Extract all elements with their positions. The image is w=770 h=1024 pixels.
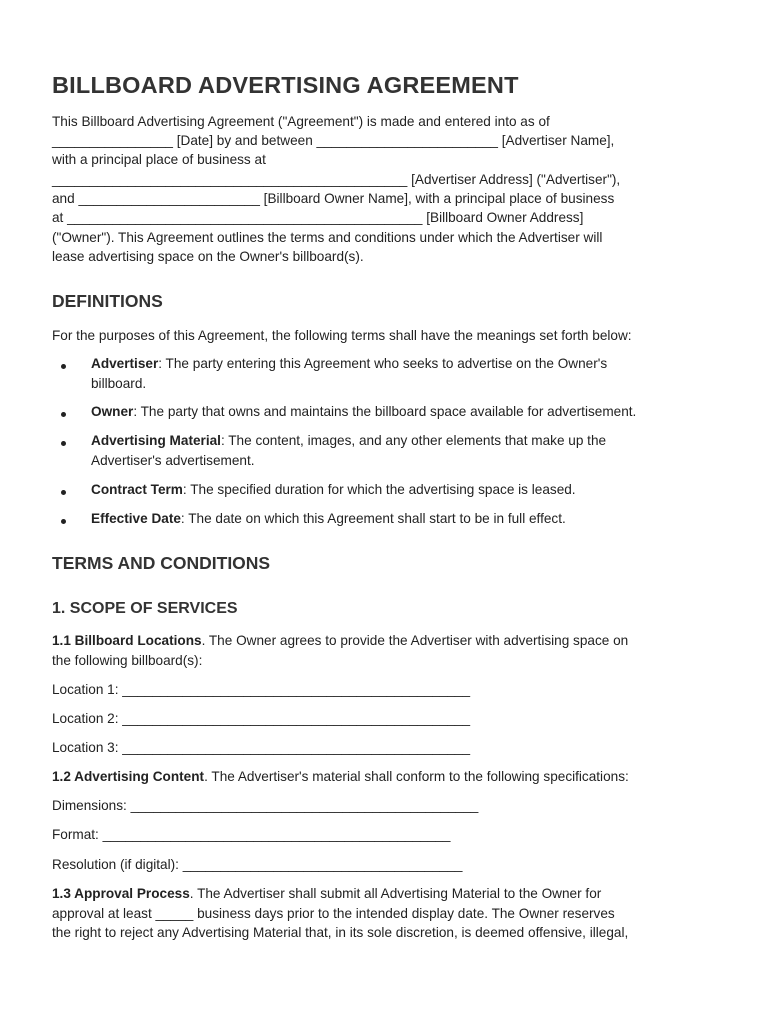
intro-line-7: ("Owner"). This Agreement outlines the terms and conditions under which the Advertiser will — [52, 230, 603, 245]
definitions-heading: DEFINITIONS — [52, 291, 163, 311]
intro-line-2: ________________ [Date] by and between ________________________ [Advertiser Name], — [52, 133, 615, 148]
intro-line-1: This Billboard Advertising Agreement ("Agreement") is made and entered into as of — [52, 114, 550, 129]
intro-line-8: lease advertising space on the Owner's billboard(s). — [52, 249, 364, 264]
clause-1-1 — [52, 631, 628, 651]
definition-owner — [91, 402, 636, 422]
bullet-dot — [61, 412, 66, 417]
definition-effective-date — [91, 509, 566, 529]
definition-term: Effective Date — [91, 511, 181, 526]
definition-advertiser — [91, 354, 607, 374]
clause-1-3-line-2: approval at least _____ business days prior to the intended display date. The Owner reserves — [52, 906, 615, 921]
definition-advertiser-cont: billboard. — [91, 376, 147, 391]
document-title: BILLBOARD ADVERTISING AGREEMENT — [52, 72, 519, 98]
definition-text: : The specified duration for which the advertising space is leased. — [182, 482, 576, 497]
terms-heading: TERMS AND CONDITIONS — [52, 553, 271, 573]
clause-label: 1.2 Advertising Content — [52, 769, 205, 784]
definition-term: Contract Term — [91, 482, 183, 497]
resolution-field: Resolution (if digital): _____________________________________ — [52, 857, 463, 872]
clause-1-3 — [52, 884, 601, 904]
intro-line-5: and ________________________ [Billboard Owner Name], with a principal place of business — [52, 191, 615, 206]
definition-contract-term — [91, 480, 576, 500]
clause-1-2 — [52, 767, 629, 787]
clause-text: . The Owner agrees to provide the Advertiser with advertising space on — [201, 633, 629, 648]
clause-text: . The Advertiser's material shall conform to the following specifications: — [204, 769, 629, 784]
definition-text: : The party entering this Agreement who seeks to advertise on the Owner's — [158, 356, 608, 371]
bullet-dot — [61, 364, 66, 369]
definition-term: Advertising Material — [91, 433, 221, 448]
format-field: Format: ______________________________________________ — [52, 827, 451, 842]
definition-term: Advertiser — [91, 356, 159, 371]
definition-advertising-material-cont: Advertiser's advertisement. — [91, 453, 255, 468]
location-2-field: Location 2: ______________________________________________ — [52, 711, 471, 726]
dimensions-field: Dimensions: ______________________________________________ — [52, 798, 479, 813]
clause-text: . The Advertiser shall submit all Advertising Material to the Owner for — [189, 886, 602, 901]
clause-1-3-line-3: the right to reject any Advertising Material that, in its sole discretion, is deemed offensive, illegal, — [52, 925, 629, 940]
bullet-dot — [61, 490, 66, 495]
scope-heading: 1. SCOPE OF SERVICES — [52, 600, 238, 617]
clause-label: 1.3 Approval Process — [52, 886, 190, 901]
definition-term: Owner — [91, 404, 134, 419]
definition-text: : The date on which this Agreement shall start to be in full effect. — [180, 511, 566, 526]
bullet-dot — [61, 441, 66, 446]
definition-text: : The party that owns and maintains the billboard space available for advertisement. — [133, 404, 637, 419]
intro-line-6: at _______________________________________________ [Billboard Owner Address] — [52, 210, 584, 225]
clause-1-1-cont: the following billboard(s): — [52, 653, 203, 668]
bullet-dot — [61, 519, 66, 524]
definition-advertising-material — [91, 431, 606, 451]
definitions-lead: For the purposes of this Agreement, the following terms shall have the meanings set forth below: — [52, 328, 632, 343]
location-3-field: Location 3: ______________________________________________ — [52, 740, 471, 755]
location-1-field: Location 1: ______________________________________________ — [52, 682, 471, 697]
intro-line-3: with a principal place of business at — [52, 152, 266, 167]
definition-text: : The content, images, and any other elements that make up the — [220, 433, 607, 448]
clause-label: 1.1 Billboard Locations — [52, 633, 202, 648]
intro-line-4: _______________________________________________ [Advertiser Address] ("Advertiser"), — [52, 172, 621, 187]
